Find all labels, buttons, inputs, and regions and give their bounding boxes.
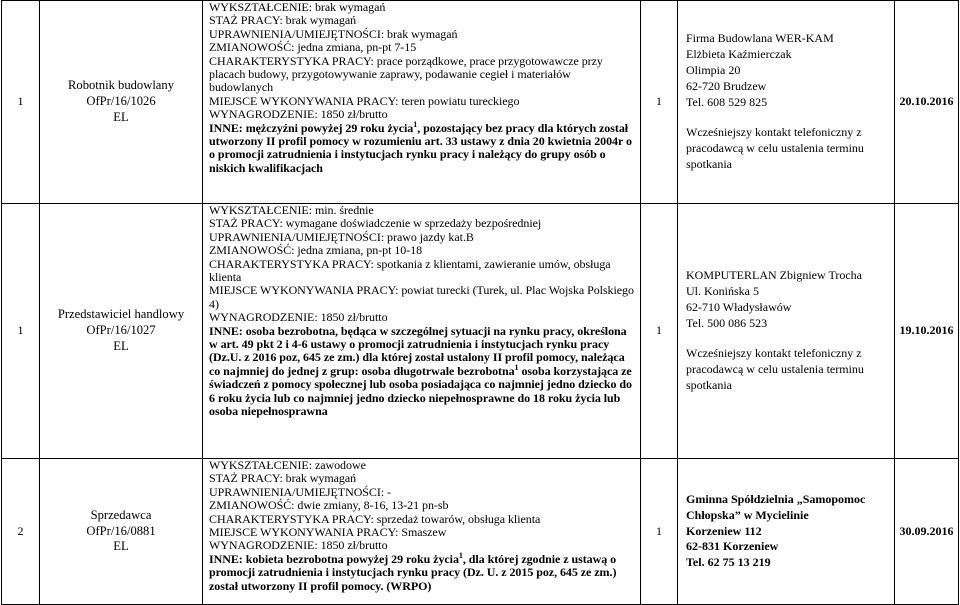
employer-city: 62-831 Korzeniew <box>686 539 779 554</box>
offer-tag: EL <box>113 539 129 554</box>
other-text-a: INNE: mężczyźni powyżej 29 roku życia <box>209 120 414 135</box>
employer-cell <box>678 204 895 459</box>
position-cell <box>40 459 203 605</box>
experience: STAŻ PRACY: brak wymagań <box>209 471 357 486</box>
requirements-cell <box>203 459 641 605</box>
employer-address: Olimpia 20 <box>686 62 741 77</box>
education: WYKSZTAŁCENIE: zawodowe <box>209 458 366 472</box>
employer-cell <box>678 1 895 204</box>
row-number: 2 <box>2 459 40 605</box>
employer-cell <box>678 459 895 605</box>
employer-name: Firma Budowlana WER-KAM <box>686 31 834 46</box>
employer-owner: Elżbieta Kaźmierczak <box>686 47 792 62</box>
employer-city: 62-720 Brudzew <box>686 78 767 93</box>
other-text-b: , pozostający bez pracy dla których został utworzony II profil pomocy w rozumieniu art. 33 ustawy z dnia 20 kwietnia 2004r o o promocji zatrudnienia i instytucjach rynku pracy i należący do grupy osób o niskich kwalifikacjach <box>209 120 632 175</box>
salary: WYNAGRODZENIE: 1850 zł/brutto <box>209 538 388 553</box>
footnote-mark: 1 <box>514 362 519 372</box>
employer-street: Ul. Konińska 5 <box>686 284 759 298</box>
other-text-b: , dla której zgodnie z ustawą o promocji zatrudnienia i instytucjach rynku pracy (Dz. U. z 2015 poz, 645 ze zm.) został utworzony II profil pomocy. (WRPO) <box>209 551 617 593</box>
qualifications: UPRAWNIENIA/UMIEJĘTNOŚCI: brak wymagań <box>209 26 458 41</box>
position-title: Przedstawiciel handlowy <box>57 307 185 322</box>
qualifications: UPRAWNIENIA/UMIEJĘTNOŚCI: - <box>209 484 392 499</box>
offer-ref: OfPr/16/0881 <box>86 523 156 538</box>
position-cell <box>40 1 203 204</box>
job-offers-table <box>1 0 959 605</box>
employer-phone: Tel. 500 086 523 <box>686 315 768 330</box>
offer-date: 19.10.2016 <box>895 204 959 459</box>
shifts: ZMIANOWOŚĆ: jedna zmiana, pn-pt 10-18 <box>209 243 423 258</box>
work-location: MIEJSCE WYKONYWANIA PRACY: powiat turecki (Turek, ul. Plac Wojska Polskiego 4) <box>209 283 634 311</box>
other-requirements <box>209 119 636 176</box>
row-number: 1 <box>2 204 40 459</box>
offer-date: 20.10.2016 <box>895 1 959 204</box>
employer-name: KOMPUTERLAN Zbigniew Trocha <box>686 268 862 283</box>
position-title: Sprzedawca <box>90 507 152 522</box>
table-row <box>2 204 959 459</box>
table-row <box>2 459 959 605</box>
employer-phone: Tel. 608 529 825 <box>686 94 768 109</box>
experience: STAŻ PRACY: brak wymagań <box>209 13 357 28</box>
other-text-b: osoba korzystająca ze świadczeń z pomocy społecznej lub osoba posiadająca co najmniej jedno dziecko do 6 roku życia lub co najmniej jedno dziecko niepełnosprawne do 18 roku życia lub osoba niepełnosprawna <box>209 363 632 419</box>
vacancy-count: 1 <box>641 204 678 459</box>
work-location: MIEJSCE WYKONYWANIA PRACY: Smaszew <box>209 525 447 540</box>
offer-tag: EL <box>113 338 129 353</box>
experience: STAŻ PRACY: wymagane doświadczenie w sprzedaży bezpośredniej <box>209 216 542 231</box>
requirements-cell <box>203 1 641 204</box>
employer-street: Korzeniew 112 <box>686 523 762 538</box>
vacancy-count: 1 <box>641 459 678 605</box>
education: WYKSZTAŁCENIE: min. średnie <box>209 203 374 217</box>
employer-name: Gminna Spółdzielnia „Samopomoc Chłopska” w Mycielinie <box>686 492 866 522</box>
contact-note: Wcześniejszy kontakt telefoniczny z pracodawcą w celu ustalenia terminu spotkania <box>686 125 864 171</box>
offer-tag: EL <box>113 109 129 124</box>
salary: WYNAGRODZENIE: 1850 zł/brutto <box>209 310 388 325</box>
other-text-a: INNE: osoba bezrobotna, będąca w szczególnej sytuacji na rynku pracy, określona w art. 49 pkt 2 i 4-6 ustawy o promocji zatrudnienia i instytucjach rynku pracy (Dz.U. z 2016 poz, 645 ze zm.) dla której został ustalony II profil pomocy, należąca co najmniej do jednej z grup: osoba długotrwale bezrobotna <box>209 323 627 378</box>
work-location: MIEJSCE WYKONYWANIA PRACY: teren powiatu tureckiego <box>209 93 520 108</box>
vacancy-count: 1 <box>641 1 678 204</box>
shifts: ZMIANOWOŚĆ: dwie zmiany, 8-16, 13-21 pn-sb <box>209 498 449 513</box>
footnote-mark: 1 <box>458 550 463 560</box>
other-text-a: INNE: kobieta bezrobotna powyżej 29 roku życia <box>209 551 459 566</box>
position-cell <box>40 204 203 459</box>
position-title: Robotnik budowlany <box>68 78 174 93</box>
contact-note: Wcześniejszy kontakt telefoniczny z pracodawcą w celu ustalenia terminu spotkania <box>686 346 864 392</box>
table-row <box>2 1 959 204</box>
footnote-mark: 1 <box>413 119 418 129</box>
other-requirements <box>209 325 636 419</box>
offer-ref: OfPr/16/1027 <box>86 323 156 338</box>
requirements-cell <box>203 204 641 459</box>
offer-date: 30.09.2016 <box>895 459 959 605</box>
row-number: 1 <box>2 1 40 204</box>
offer-ref: OfPr/16/1026 <box>86 94 156 109</box>
job-characteristics: CHARAKTERYSTYKA PRACY: sprzedaż towarów, obsługa klienta <box>209 511 541 526</box>
qualifications: UPRAWNIENIA/UMIEJĘTNOŚCI: prawo jazdy kat.B <box>209 229 474 244</box>
shifts: ZMIANOWOŚĆ: jedna zmiana, pn-pt 7-15 <box>209 40 417 55</box>
education: WYKSZTAŁCENIE: brak wymagań <box>209 0 386 14</box>
job-characteristics: CHARAKTERYSTYKA PRACY: prace porządkowe, prace przygotowawcze przy placach budowy, przygotowywanie zaprawy, podawanie cegieł i materiałów budowlanych <box>209 53 603 95</box>
employer-city: 62-710 Władysławów <box>686 299 792 314</box>
employer-phone: Tel. 62 75 13 219 <box>686 555 771 570</box>
other-requirements <box>209 550 636 593</box>
job-characteristics: CHARAKTERYSTYKA PRACY: spotkania z klientami, zawieranie umów, obsługa klienta <box>209 256 611 285</box>
salary: WYNAGRODZENIE: 1850 zł/brutto <box>209 107 388 122</box>
